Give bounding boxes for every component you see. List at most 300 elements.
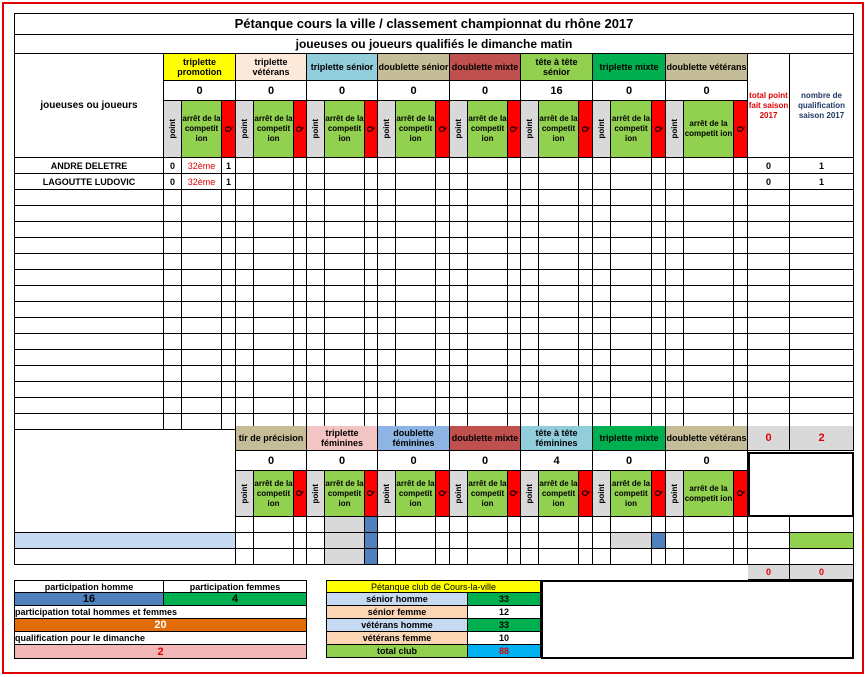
extra-arret[interactable] (611, 533, 652, 549)
player-arret[interactable] (325, 302, 365, 318)
player-arret[interactable] (396, 398, 436, 414)
player-q[interactable] (734, 366, 748, 382)
player-arret[interactable] (254, 174, 294, 190)
cat-top-header[interactable] (450, 54, 521, 81)
sub-arret[interactable] (468, 101, 508, 158)
player-q[interactable] (365, 254, 378, 270)
player-q[interactable] (734, 174, 748, 190)
club-row-value[interactable] (468, 606, 541, 619)
player-arret[interactable] (684, 398, 734, 414)
cat-bottom-header[interactable] (666, 426, 748, 451)
player-arret[interactable] (254, 302, 294, 318)
sub-arret[interactable] (539, 471, 579, 517)
extra-point[interactable] (593, 517, 611, 533)
player-arret[interactable] (611, 174, 652, 190)
player-arret[interactable] (468, 334, 508, 350)
player-name[interactable] (14, 350, 164, 366)
player-arret[interactable] (325, 270, 365, 286)
player-arret[interactable] (182, 382, 222, 398)
player-arret[interactable] (325, 206, 365, 222)
player-point[interactable] (307, 222, 325, 238)
player-arret[interactable] (611, 158, 652, 174)
player-q[interactable] (294, 286, 307, 302)
player-q[interactable] (579, 366, 593, 382)
player-point[interactable] (450, 350, 468, 366)
player-point[interactable] (164, 366, 182, 382)
player-arret[interactable] (684, 270, 734, 286)
player-q[interactable] (652, 238, 666, 254)
sub-arret[interactable] (539, 101, 579, 158)
player-arret[interactable] (325, 334, 365, 350)
player-arret[interactable] (254, 334, 294, 350)
player-q[interactable] (579, 270, 593, 286)
player-name[interactable] (14, 318, 164, 334)
player-point[interactable] (164, 318, 182, 334)
player-arret[interactable] (182, 318, 222, 334)
player-point[interactable] (307, 334, 325, 350)
cat-top-value[interactable] (164, 81, 236, 101)
player-point[interactable] (450, 222, 468, 238)
extra-point[interactable] (593, 549, 611, 565)
cat-top-value[interactable] (236, 81, 307, 101)
player-total[interactable] (748, 174, 790, 190)
extra-q[interactable] (365, 517, 378, 533)
player-arret[interactable] (468, 190, 508, 206)
sub-point[interactable] (450, 101, 468, 158)
club-row-value[interactable] (468, 593, 541, 606)
cat-bottom-header[interactable] (307, 426, 378, 451)
player-point[interactable] (593, 270, 611, 286)
player-point[interactable] (378, 270, 396, 286)
player-arret[interactable] (684, 382, 734, 398)
player-arret[interactable] (182, 270, 222, 286)
player-point[interactable] (378, 366, 396, 382)
player-arret[interactable] (684, 190, 734, 206)
player-q[interactable] (508, 286, 521, 302)
player-q[interactable] (294, 318, 307, 334)
player-arret[interactable] (325, 158, 365, 174)
player-point[interactable] (164, 350, 182, 366)
player-arret[interactable] (684, 366, 734, 382)
extra-q[interactable] (652, 549, 666, 565)
player-arret[interactable] (325, 222, 365, 238)
player-arret[interactable] (468, 366, 508, 382)
club-row-value[interactable] (468, 619, 541, 632)
player-arret[interactable] (468, 270, 508, 286)
player-point[interactable] (236, 302, 254, 318)
player-point[interactable] (521, 334, 539, 350)
player-arret[interactable] (539, 286, 579, 302)
player-point[interactable] (521, 174, 539, 190)
extra-row-label[interactable] (14, 549, 236, 565)
player-arret[interactable] (254, 222, 294, 238)
bottom-nb-2[interactable] (790, 565, 854, 580)
player-nb[interactable] (790, 398, 854, 414)
player-point[interactable] (593, 254, 611, 270)
cat-top-value[interactable] (593, 81, 666, 101)
player-q[interactable] (734, 238, 748, 254)
player-q[interactable] (508, 382, 521, 398)
player-arret[interactable] (539, 190, 579, 206)
player-arret[interactable] (182, 190, 222, 206)
extra-q[interactable] (365, 533, 378, 549)
player-q[interactable] (734, 398, 748, 414)
player-nb[interactable] (790, 158, 854, 174)
player-q[interactable] (652, 318, 666, 334)
cat-bottom-header[interactable] (593, 426, 666, 451)
player-q[interactable] (734, 334, 748, 350)
sub-q[interactable] (294, 471, 307, 517)
player-point[interactable] (666, 398, 684, 414)
player-nb[interactable] (790, 238, 854, 254)
cat-bottom-header[interactable] (236, 426, 307, 451)
extra-nb[interactable] (790, 533, 854, 549)
player-q[interactable] (579, 398, 593, 414)
player-point[interactable] (307, 158, 325, 174)
player-q[interactable] (294, 398, 307, 414)
player-q[interactable] (436, 350, 450, 366)
player-point[interactable] (666, 190, 684, 206)
extra-q[interactable] (436, 549, 450, 565)
club-row-label[interactable] (326, 619, 468, 632)
cat-top-value[interactable] (521, 81, 593, 101)
player-arret[interactable] (182, 158, 222, 174)
sub-q[interactable] (436, 101, 450, 158)
player-q[interactable] (652, 366, 666, 382)
player-point[interactable] (236, 270, 254, 286)
extra-q[interactable] (508, 533, 521, 549)
player-point[interactable] (378, 398, 396, 414)
player-arret[interactable] (182, 206, 222, 222)
player-arret[interactable] (539, 302, 579, 318)
player-name[interactable] (14, 270, 164, 286)
player-point[interactable] (378, 382, 396, 398)
bottom-total[interactable] (748, 426, 790, 451)
player-q[interactable] (222, 350, 236, 366)
player-point[interactable] (450, 366, 468, 382)
player-q[interactable] (294, 302, 307, 318)
player-q[interactable] (508, 238, 521, 254)
player-point[interactable] (666, 318, 684, 334)
player-point[interactable] (450, 158, 468, 174)
player-q[interactable] (734, 158, 748, 174)
player-total[interactable] (748, 190, 790, 206)
player-arret[interactable] (396, 190, 436, 206)
extra-point[interactable] (666, 533, 684, 549)
player-arret[interactable] (325, 254, 365, 270)
player-arret[interactable] (254, 254, 294, 270)
sub-q[interactable] (734, 101, 748, 158)
player-arret[interactable] (396, 350, 436, 366)
player-total[interactable] (748, 222, 790, 238)
player-point[interactable] (236, 206, 254, 222)
sub-point[interactable] (593, 471, 611, 517)
extra-point[interactable] (593, 533, 611, 549)
player-point[interactable] (307, 238, 325, 254)
player-arret[interactable] (468, 382, 508, 398)
player-arret[interactable] (539, 222, 579, 238)
player-point[interactable] (378, 254, 396, 270)
player-point[interactable] (236, 238, 254, 254)
sub-point[interactable] (666, 471, 684, 517)
player-arret[interactable] (182, 350, 222, 366)
player-q[interactable] (579, 190, 593, 206)
sub-q[interactable] (579, 471, 593, 517)
player-q[interactable] (222, 222, 236, 238)
extra-point[interactable] (307, 549, 325, 565)
extra-arret[interactable] (325, 549, 365, 565)
player-name[interactable] (14, 190, 164, 206)
player-q[interactable] (436, 206, 450, 222)
player-point[interactable] (450, 398, 468, 414)
player-point[interactable] (666, 174, 684, 190)
player-q[interactable] (508, 270, 521, 286)
player-q[interactable] (365, 334, 378, 350)
player-arret[interactable] (325, 366, 365, 382)
sub-arret[interactable] (611, 471, 652, 517)
player-arret[interactable] (611, 254, 652, 270)
player-point[interactable] (450, 254, 468, 270)
sub-point[interactable] (593, 101, 611, 158)
player-name[interactable] (14, 398, 164, 414)
player-q[interactable] (508, 302, 521, 318)
player-arret[interactable] (396, 222, 436, 238)
player-q[interactable] (652, 254, 666, 270)
player-point[interactable] (307, 270, 325, 286)
player-q[interactable] (294, 190, 307, 206)
player-arret[interactable] (182, 286, 222, 302)
player-point[interactable] (521, 398, 539, 414)
player-point[interactable] (378, 222, 396, 238)
player-arret[interactable] (611, 318, 652, 334)
player-name[interactable] (14, 302, 164, 318)
player-q[interactable] (652, 222, 666, 238)
player-q[interactable] (436, 334, 450, 350)
extra-q[interactable] (436, 533, 450, 549)
player-point[interactable] (450, 286, 468, 302)
player-point[interactable] (521, 190, 539, 206)
player-q[interactable] (365, 366, 378, 382)
player-q[interactable] (222, 174, 236, 190)
player-q[interactable] (294, 366, 307, 382)
total-header[interactable] (748, 54, 790, 158)
extra-arret[interactable] (539, 549, 579, 565)
player-point[interactable] (307, 382, 325, 398)
player-arret[interactable] (325, 286, 365, 302)
extra-q[interactable] (579, 533, 593, 549)
player-arret[interactable] (468, 238, 508, 254)
participation-homme-value[interactable] (14, 593, 164, 606)
club-row-label[interactable] (326, 645, 468, 658)
player-arret[interactable] (254, 238, 294, 254)
player-point[interactable] (666, 158, 684, 174)
extra-total[interactable] (748, 517, 790, 533)
player-q[interactable] (436, 398, 450, 414)
player-q[interactable] (652, 286, 666, 302)
extra-q[interactable] (652, 533, 666, 549)
player-point[interactable] (593, 350, 611, 366)
player-name[interactable] (14, 238, 164, 254)
participation-homme-label[interactable] (14, 580, 164, 593)
player-arret[interactable] (539, 398, 579, 414)
player-arret[interactable] (684, 174, 734, 190)
player-arret[interactable] (468, 222, 508, 238)
player-q[interactable] (365, 398, 378, 414)
extra-arret[interactable] (396, 533, 436, 549)
player-q[interactable] (652, 270, 666, 286)
players-header[interactable] (14, 54, 164, 158)
player-arret[interactable] (254, 366, 294, 382)
player-arret[interactable] (611, 350, 652, 366)
player-q[interactable] (294, 350, 307, 366)
player-q[interactable] (508, 350, 521, 366)
player-point[interactable] (450, 270, 468, 286)
extra-point[interactable] (450, 517, 468, 533)
cat-bottom-value[interactable] (521, 451, 593, 471)
player-nb[interactable] (790, 334, 854, 350)
player-point[interactable] (593, 286, 611, 302)
extra-arret[interactable] (611, 517, 652, 533)
cat-top-header[interactable] (521, 54, 593, 81)
player-q[interactable] (579, 174, 593, 190)
player-arret[interactable] (468, 158, 508, 174)
extra-point[interactable] (236, 533, 254, 549)
sub-arret[interactable] (325, 101, 365, 158)
player-point[interactable] (593, 206, 611, 222)
player-arret[interactable] (684, 222, 734, 238)
player-point[interactable] (593, 190, 611, 206)
player-arret[interactable] (539, 174, 579, 190)
player-nb[interactable] (790, 366, 854, 382)
extra-point[interactable] (236, 549, 254, 565)
sub-q[interactable] (508, 471, 521, 517)
player-arret[interactable] (684, 254, 734, 270)
player-arret[interactable] (396, 286, 436, 302)
player-q[interactable] (222, 366, 236, 382)
player-q[interactable] (222, 302, 236, 318)
player-q[interactable] (365, 222, 378, 238)
player-total[interactable] (748, 318, 790, 334)
club-row-label[interactable] (326, 632, 468, 645)
player-arret[interactable] (254, 190, 294, 206)
qualification-label[interactable] (14, 632, 307, 645)
player-arret[interactable] (611, 334, 652, 350)
player-arret[interactable] (468, 302, 508, 318)
player-q[interactable] (222, 190, 236, 206)
extra-arret[interactable] (684, 533, 734, 549)
player-q[interactable] (365, 318, 378, 334)
player-point[interactable] (521, 350, 539, 366)
player-point[interactable] (378, 158, 396, 174)
player-point[interactable] (236, 222, 254, 238)
sub-arret[interactable] (468, 471, 508, 517)
player-q[interactable] (508, 158, 521, 174)
extra-q[interactable] (579, 549, 593, 565)
player-arret[interactable] (396, 206, 436, 222)
sub-q[interactable] (365, 101, 378, 158)
player-arret[interactable] (254, 398, 294, 414)
player-point[interactable] (307, 398, 325, 414)
player-point[interactable] (164, 382, 182, 398)
player-q[interactable] (734, 270, 748, 286)
player-arret[interactable] (254, 286, 294, 302)
player-q[interactable] (365, 238, 378, 254)
player-point[interactable] (307, 302, 325, 318)
player-arret[interactable] (396, 334, 436, 350)
player-point[interactable] (666, 270, 684, 286)
extra-arret[interactable] (468, 517, 508, 533)
extra-q[interactable] (508, 517, 521, 533)
participation-femmes-value[interactable] (164, 593, 307, 606)
extra-point[interactable] (378, 533, 396, 549)
player-point[interactable] (521, 222, 539, 238)
sub-point[interactable] (164, 101, 182, 158)
player-point[interactable] (666, 382, 684, 398)
extra-q[interactable] (579, 517, 593, 533)
player-point[interactable] (164, 270, 182, 286)
player-name[interactable] (14, 206, 164, 222)
player-arret[interactable] (611, 366, 652, 382)
player-q[interactable] (222, 238, 236, 254)
player-nb[interactable] (790, 270, 854, 286)
player-q[interactable] (652, 174, 666, 190)
player-nb[interactable] (790, 222, 854, 238)
player-arret[interactable] (254, 318, 294, 334)
player-point[interactable] (593, 174, 611, 190)
player-arret[interactable] (684, 286, 734, 302)
player-q[interactable] (579, 382, 593, 398)
player-total[interactable] (748, 366, 790, 382)
player-arret[interactable] (611, 206, 652, 222)
bottom-blank[interactable] (14, 426, 236, 517)
player-point[interactable] (450, 174, 468, 190)
player-q[interactable] (436, 286, 450, 302)
player-q[interactable] (652, 158, 666, 174)
player-nb[interactable] (790, 206, 854, 222)
player-q[interactable] (508, 366, 521, 382)
player-arret[interactable] (684, 334, 734, 350)
cat-bottom-value[interactable] (307, 451, 378, 471)
cat-top-header[interactable] (307, 54, 378, 81)
extra-point[interactable] (307, 533, 325, 549)
extra-point[interactable] (450, 549, 468, 565)
sub-q[interactable] (734, 471, 748, 517)
player-q[interactable] (734, 350, 748, 366)
cat-top-header[interactable] (236, 54, 307, 81)
sub-point[interactable] (378, 471, 396, 517)
player-q[interactable] (365, 206, 378, 222)
player-name[interactable] (14, 254, 164, 270)
cat-bottom-value[interactable] (236, 451, 307, 471)
player-q[interactable] (436, 254, 450, 270)
extra-arret[interactable] (684, 549, 734, 565)
player-point[interactable] (593, 318, 611, 334)
player-arret[interactable] (611, 302, 652, 318)
extra-q[interactable] (436, 517, 450, 533)
player-point[interactable] (593, 398, 611, 414)
player-q[interactable] (652, 382, 666, 398)
player-name[interactable] (14, 286, 164, 302)
player-point[interactable] (236, 382, 254, 398)
player-point[interactable] (450, 382, 468, 398)
player-point[interactable] (236, 190, 254, 206)
player-arret[interactable] (468, 350, 508, 366)
extra-q[interactable] (294, 533, 307, 549)
player-point[interactable] (164, 158, 182, 174)
player-arret[interactable] (254, 158, 294, 174)
player-arret[interactable] (254, 206, 294, 222)
player-point[interactable] (236, 366, 254, 382)
